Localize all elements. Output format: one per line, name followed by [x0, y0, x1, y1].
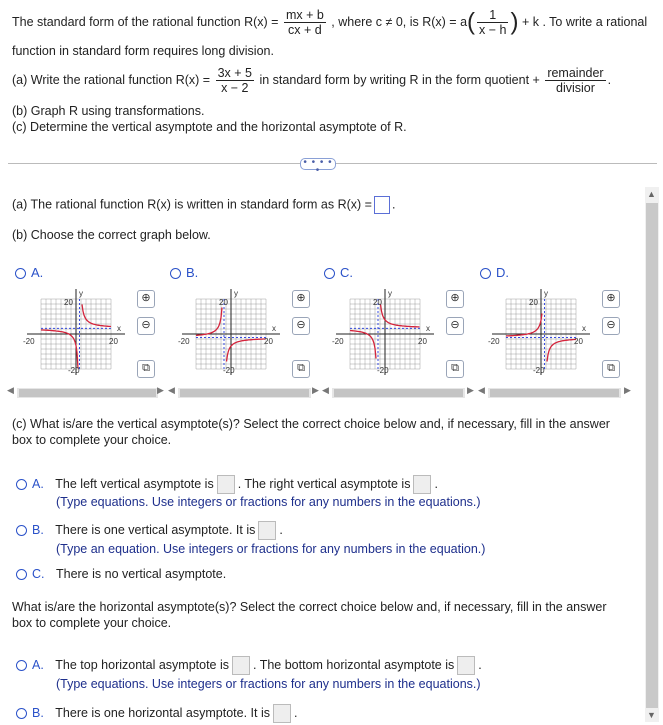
page-scrollbar-thumb[interactable] — [646, 203, 658, 708]
vertical-option-b[interactable] — [16, 521, 283, 540]
vertical-c-radio[interactable] — [16, 569, 27, 580]
graph-c-scrollbar[interactable] — [332, 388, 465, 398]
x-axis-label: x — [582, 324, 586, 333]
expand-more-button[interactable]: • • • • • — [300, 158, 336, 170]
vertical-c-letter: C. — [32, 567, 45, 581]
task-fraction — [216, 66, 254, 95]
x-tick-label-neg: -20 — [178, 337, 190, 346]
curve-branch-right — [547, 339, 576, 361]
vertical-a-radio[interactable] — [16, 479, 27, 490]
zoom-out-icon[interactable]: ⊖ — [446, 317, 464, 335]
graph-radio[interactable] — [15, 268, 26, 279]
task-a-text: (a) Write the rational function R(x) = — [12, 72, 211, 87]
part-a-text: (a) The rational function R(x) is written in standard form as R(x) = — [12, 197, 372, 212]
zoom-out-icon[interactable]: ⊖ — [137, 317, 155, 335]
graph-option-label[interactable] — [324, 265, 353, 280]
graph-option-label[interactable] — [170, 265, 198, 280]
scroll-left-icon[interactable]: ◀ — [478, 385, 485, 395]
graph-option-d[interactable] — [480, 265, 635, 400]
bottom-horizontal-asymptote-input[interactable] — [457, 656, 475, 675]
zoom-out-icon[interactable]: ⊖ — [602, 317, 620, 335]
x-tick-label-neg: -20 — [23, 337, 35, 346]
vertical-a-text: The left vertical asymptote is — [55, 476, 214, 491]
scroll-left-icon[interactable]: ◀ — [322, 385, 329, 395]
left-vertical-asymptote-input[interactable] — [217, 475, 235, 494]
vertical-question-2: box to complete your choice. — [12, 433, 172, 447]
scroll-left-icon[interactable]: ◀ — [7, 385, 14, 395]
graph-a-scrollbar[interactable] — [17, 388, 158, 398]
y-tick-label-neg: -20 — [533, 366, 545, 375]
scroll-right-icon[interactable]: ▶ — [157, 385, 164, 395]
curve-branch-left — [41, 330, 78, 368]
x-axis-label: x — [426, 324, 430, 333]
zoom-in-icon[interactable]: ⊕ — [137, 290, 155, 308]
vertical-b-end: . — [279, 522, 283, 537]
graph-plot — [332, 289, 442, 384]
general-numerator: mx + b — [285, 8, 324, 22]
task-b: (b) Graph R using transformations. — [12, 104, 205, 118]
intro-text-b: , where c ≠ 0, is R(x) = a — [331, 14, 468, 29]
page-scrollbar[interactable] — [645, 187, 659, 722]
vertical-option-a[interactable] — [16, 475, 438, 494]
horizontal-question-1: What is/are the horizontal asymptote(s)? Select the correct choice below and, if necessary, fill in the answer — [12, 600, 607, 614]
y-axis-label: y — [79, 289, 83, 298]
scroll-right-icon[interactable]: ▶ — [624, 385, 631, 395]
horizontal-b-text: There is one horizontal asymptote. It is — [55, 705, 270, 720]
graph-b-scrollbar[interactable] — [178, 388, 311, 398]
curve-branch-left — [196, 308, 222, 336]
horizontal-a-end: . — [478, 657, 482, 672]
one-vertical-asymptote-input[interactable] — [258, 521, 276, 540]
horizontal-option-b[interactable]: B. There is one horizontal asymptote. It is . — [16, 704, 297, 723]
graph-letter: D. — [496, 265, 509, 280]
x-tick-label-pos: 20 — [264, 337, 273, 346]
vertical-a-letter: A. — [32, 476, 44, 491]
remainder-fraction — [545, 66, 605, 95]
x-axis-label: x — [117, 324, 121, 333]
y-axis-label: y — [234, 289, 238, 298]
standard-denominator: x − h — [479, 23, 507, 37]
vertical-c-text: There is no vertical asymptote. — [55, 567, 227, 581]
horizontal-a-letter: A. — [32, 657, 44, 672]
zoom-in-icon[interactable]: ⊕ — [292, 290, 310, 308]
standard-form-answer-box[interactable] — [374, 196, 390, 214]
standard-numerator: 1 — [477, 8, 508, 23]
graph-plot — [488, 289, 598, 384]
intro-line-2: function in standard form requires long division. — [12, 44, 274, 58]
task-a-line: (a) Write the rational function R(x) = $\frac{3x + 5}{x - 2}$ in standard form by writing R in the form quotient + $\frac{\text{remainder}}{\text{divisior}}$ . — [12, 66, 612, 95]
task-denominator: x − 2 — [221, 81, 249, 95]
top-horizontal-asymptote-input[interactable] — [232, 656, 250, 675]
horizontal-question-2: box to complete your choice. — [12, 616, 172, 630]
x-tick-label-neg: -20 — [332, 337, 344, 346]
remainder-label: remainder — [547, 66, 604, 80]
divisor-label: divisior — [556, 81, 595, 95]
zoom-out-icon[interactable]: ⊖ — [292, 317, 310, 335]
scroll-up-icon[interactable]: ▲ — [647, 189, 656, 199]
task-c: (c) Determine the vertical asymptote and the horizontal asymptote of R. — [12, 120, 407, 134]
y-axis-label: y — [388, 289, 392, 298]
vertical-question-1: (c) What is/are the vertical asymptote(s)? Select the correct choice below and, if necessary, fill in the answer — [12, 417, 610, 431]
y-tick-label-neg: -20 — [377, 366, 389, 375]
y-tick-label: 20 — [373, 298, 382, 307]
y-tick-label-neg: -20 — [68, 366, 80, 375]
graph-option-a[interactable] — [15, 265, 170, 400]
x-axis-label: x — [272, 324, 276, 333]
graph-letter: A. — [31, 265, 44, 280]
horizontal-a-hint: (Type equations. Use integers or fractions for any numbers in the equations.) — [56, 677, 481, 691]
task-numerator: 3x + 5 — [217, 66, 252, 80]
scroll-left-icon[interactable]: ◀ — [168, 385, 175, 395]
pop-out-icon[interactable]: ⧉ — [602, 360, 620, 378]
vertical-a-hint: (Type equations. Use integers or fractions for any numbers in the equations.) — [56, 495, 481, 509]
y-tick-label: 20 — [64, 298, 73, 307]
graph-option-label[interactable] — [480, 265, 509, 280]
graph-plot — [178, 289, 288, 384]
graph-radio[interactable] — [324, 268, 335, 279]
general-denominator: cx + d — [288, 23, 322, 37]
part-a-line — [12, 196, 395, 214]
zoom-in-icon[interactable]: ⊕ — [602, 290, 620, 308]
graph-radio[interactable] — [480, 268, 491, 279]
graph-letter: C. — [340, 265, 353, 280]
vertical-b-hint: (Type an equation. Use integers or fractions for any numbers in the equation.) — [56, 542, 486, 556]
graph-radio[interactable] — [170, 268, 181, 279]
one-horizontal-asymptote-input[interactable] — [273, 704, 291, 723]
intro-text-c: + k . To write a rational — [521, 14, 648, 29]
x-tick-label-pos: 20 — [574, 337, 583, 346]
pop-out-icon[interactable]: ⧉ — [292, 360, 310, 378]
horizontal-b-letter: B. — [32, 705, 44, 720]
horizontal-a-mid: . The bottom horizontal asymptote is — [253, 657, 455, 672]
y-tick-label-neg: -20 — [223, 366, 235, 375]
curve-branch-right — [82, 304, 111, 326]
horizontal-option-a[interactable] — [16, 656, 482, 675]
vertical-b-text: There is one vertical asymptote. It is — [55, 522, 256, 537]
graph-option-b[interactable] — [170, 265, 325, 400]
x-tick-label-neg: -20 — [488, 337, 500, 346]
graph-letter: B. — [186, 265, 199, 280]
curve-branch-left — [350, 331, 376, 359]
x-tick-label-pos: 20 — [418, 337, 427, 346]
vertical-option-c[interactable] — [16, 567, 226, 581]
horizontal-b-radio[interactable] — [16, 708, 27, 719]
zoom-in-icon[interactable]: ⊕ — [446, 290, 464, 308]
intro-text-a: The standard form of the rational function R(x) = — [12, 14, 279, 29]
scroll-right-icon[interactable]: ▶ — [467, 385, 474, 395]
vertical-b-radio[interactable] — [16, 525, 27, 536]
standard-fraction — [477, 8, 508, 37]
vertical-a-end: . — [434, 476, 438, 491]
x-tick-label-pos: 20 — [109, 337, 118, 346]
graph-d-scrollbar[interactable] — [488, 388, 621, 398]
graph-option-label[interactable] — [15, 265, 43, 280]
horizontal-a-text: The top horizontal asymptote is — [55, 657, 229, 672]
right-vertical-asymptote-input[interactable] — [413, 475, 431, 494]
curve-branch-left — [506, 314, 542, 336]
pop-out-icon[interactable]: ⧉ — [137, 360, 155, 378]
part-a-end: . — [391, 197, 396, 212]
vertical-a-mid: . The right vertical asymptote is — [237, 476, 411, 491]
horizontal-a-radio[interactable] — [16, 660, 27, 671]
y-tick-label: 20 — [219, 298, 228, 307]
scroll-right-icon[interactable]: ▶ — [312, 385, 319, 395]
pop-out-icon[interactable]: ⧉ — [446, 360, 464, 378]
task-a-mid: in standard form by writing R in the form quotient + — [259, 72, 540, 87]
y-tick-label: 20 — [529, 298, 538, 307]
graph-option-c[interactable] — [324, 265, 479, 400]
scroll-down-icon[interactable]: ▼ — [647, 710, 656, 720]
graph-plot — [23, 289, 133, 384]
general-fraction — [284, 8, 326, 37]
part-b-text: (b) Choose the correct graph below. — [12, 228, 211, 242]
y-axis-label: y — [544, 289, 548, 298]
vertical-b-letter: B. — [32, 522, 44, 537]
intro-line-1: The standard form of the rational function R(x) = $\frac{mx + b}{cx + d}$ , where c ≠ 0, is R(x) = a( $\frac{1}{x - h}$ ) + k . To write a rational — [12, 8, 648, 37]
